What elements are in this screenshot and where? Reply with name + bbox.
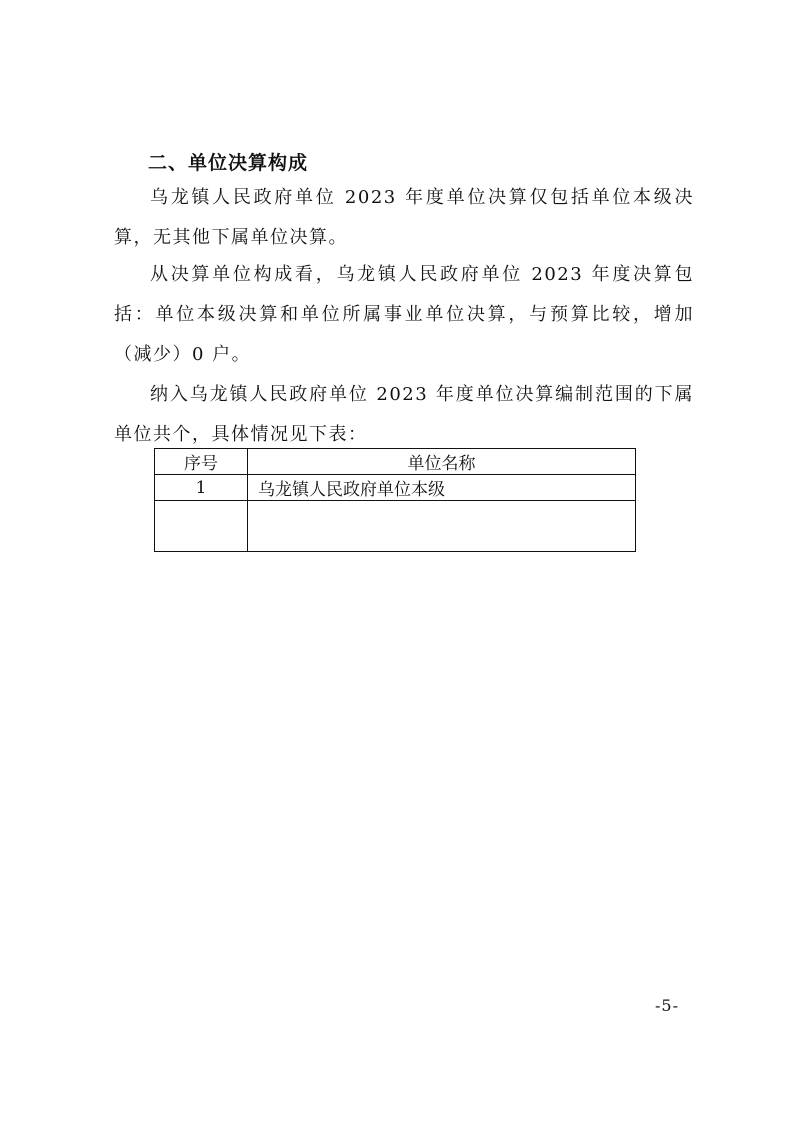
page-number: -5- (655, 996, 679, 1015)
header-serial-number: 序号 (155, 449, 248, 475)
table-header-row (155, 449, 636, 475)
section-heading: 二、单位决算构成 (148, 152, 309, 174)
cell-serial-number: 1 (155, 475, 248, 501)
cell-unit-name (248, 501, 636, 552)
paragraph-composition: 从决算单位构成看，乌龙镇人民政府单位 2023 年度决算包括：单位本级决算和单位所属事业单位决算，与预算比较，增加（减少）0 户。 (114, 264, 694, 365)
paragraph-subordinate-units: 纳入乌龙镇人民政府单位 2023 年度单位决算编制范围的下属单位共个，具体情况见下表： (114, 384, 694, 445)
cell-unit-name: 乌龙镇人民政府单位本级 (248, 475, 636, 501)
table-row-empty (155, 501, 636, 552)
units-table (154, 448, 636, 552)
header-unit-name: 单位名称 (248, 449, 636, 475)
table-row (155, 475, 636, 501)
cell-serial-number (155, 501, 248, 552)
paragraph-scope: 乌龙镇人民政府单位 2023 年度单位决算仅包括单位本级决算，无其他下属单位决算。 (114, 187, 694, 248)
